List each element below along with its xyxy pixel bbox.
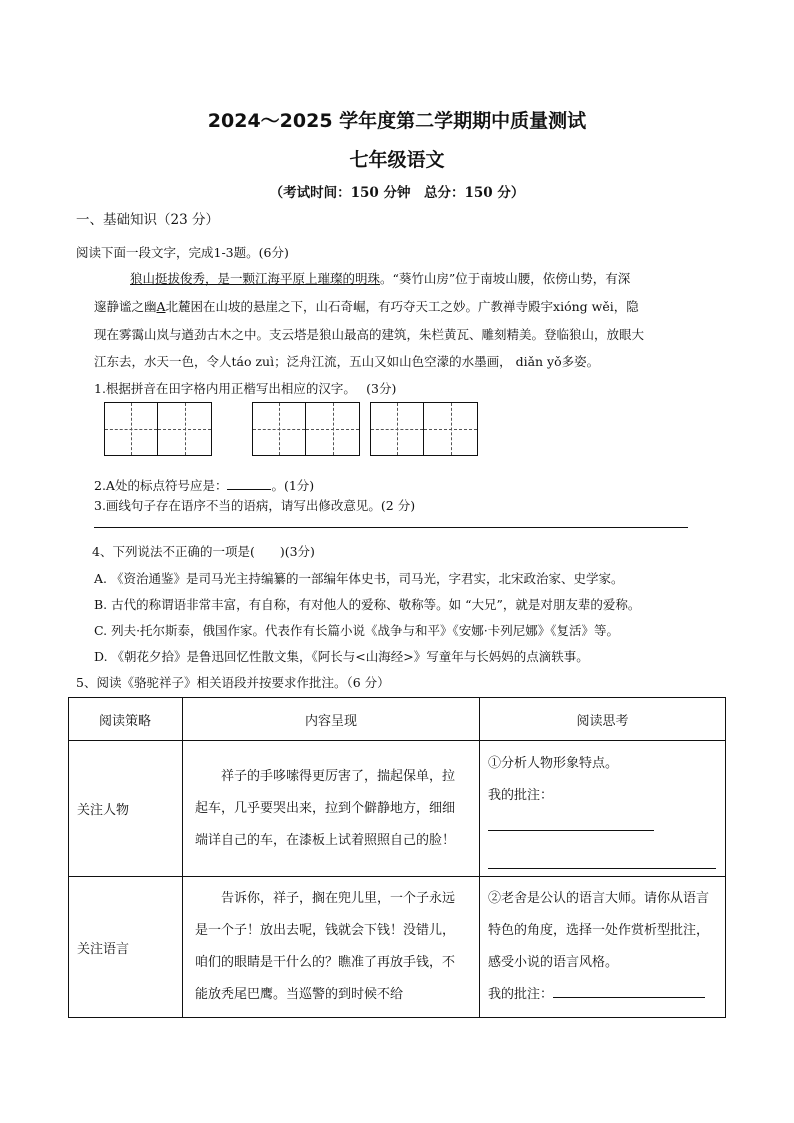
strategy-cell: 关注语言 xyxy=(69,877,183,1018)
header-strategy: 阅读策略 xyxy=(69,698,183,741)
underlined-sentence: 狼山挺拔俊秀，是一颗江海平原上璀璨的明珠 xyxy=(130,271,381,286)
exam-info: （考试时间：150 分钟 总分：150 分） xyxy=(269,185,525,201)
annotation-line xyxy=(488,780,717,844)
thinking-cell xyxy=(480,877,726,1018)
table-row xyxy=(69,877,726,1018)
question-4-option-a: A. 《资治通鉴》是司马光主持编纂的一部编年体史书，司马光，字君实，北宋政治家、史学家。 xyxy=(94,571,624,586)
strategy-cell: 关注人物 xyxy=(69,741,183,877)
punctuation-blank[interactable] xyxy=(227,477,271,490)
question-2-score: 。(1分) xyxy=(271,478,315,493)
exam-subject: 七年级语文 xyxy=(349,149,445,171)
thinking-prompt: ①分析人物形象特点。 xyxy=(488,756,619,771)
question-4-option-c: C. 列夫·托尔斯泰，俄国作家。代表作有长篇小说《战争与和平》《安娜·卡列尼娜》《复活》等。 xyxy=(94,623,620,638)
passage-line-1 xyxy=(130,269,630,287)
tianzige-cell[interactable] xyxy=(253,403,306,455)
header-content: 内容呈现 xyxy=(183,698,480,741)
tianzige-cell[interactable] xyxy=(371,403,424,455)
passage-line-1-rest: 。“葵竹山房”位于南坡山腰，依傍山势，有深 xyxy=(380,271,631,286)
reading-intro: 阅读下面一段文字，完成1-3题。(6分) xyxy=(76,245,289,260)
question-4-option-d: D. 《朝花夕拾》是鲁迅回忆性散文集，《阿长与<山海经>》写童年与长妈妈的点滴轶事。 xyxy=(94,649,589,664)
passage-line-2 xyxy=(94,297,639,315)
annotation-blank[interactable] xyxy=(488,816,654,831)
passage-line-3: 现在雾霭山岚与遒劲古木之中。支云塔是狼山最高的建筑，朱栏黄瓦、雕刻精美。登临狼山，放眼大 xyxy=(94,327,645,342)
thinking-cell xyxy=(480,741,726,877)
reading-annotation-table xyxy=(68,697,726,1018)
answer-line-q3[interactable] xyxy=(94,527,688,528)
tianzige-cell[interactable] xyxy=(306,403,359,455)
header-thinking: 阅读思考 xyxy=(480,698,726,741)
tianzige-cell[interactable] xyxy=(424,403,477,455)
passage-line-2-a: 邃静谧之幽 xyxy=(94,299,157,314)
content-cell: 祥子的手哆嗦得更厉害了，揣起保单，拉起车，几乎要哭出来，拉到个僻静地方，细细端详自己的车，在漆板上试着照照自己的脸！ xyxy=(183,741,480,877)
question-4-stem: 4、下列说法不正确的一项是( )(3分) xyxy=(92,544,315,559)
tianzige-group-2[interactable] xyxy=(252,402,360,456)
exam-title: 2024～2025 学年度第二学期期中质量测试 xyxy=(207,110,587,132)
annotation-label: 我的批注： xyxy=(488,788,554,803)
section-heading: 一、基础知识（23 分） xyxy=(76,212,219,228)
annotation-blank-2[interactable] xyxy=(488,844,716,869)
question-4-option-b: B. 古代的称谓语非常丰富，有自称，有对他人的爱称、敬称等。如 “大兄”，就是对朋友辈的爱称。 xyxy=(94,597,641,612)
question-5-stem: 5、阅读《骆驼祥子》相关语段并按要求作批注。（6 分） xyxy=(76,675,390,690)
table-header-row xyxy=(69,698,726,741)
passage-line-4: 江东去，水天一色，令人táo zuì；泛舟江流，五山又如山色空濛的水墨画， diǎn yǒ多姿。 xyxy=(94,354,600,369)
annotation-line xyxy=(488,979,717,1011)
blank-mark-a: A xyxy=(156,299,166,314)
question-1: 1.根据拼音在田字格内用正楷写出相应的汉字。 (3分) xyxy=(94,381,397,396)
tianzige-group-1[interactable] xyxy=(104,402,212,456)
tianzige-group-3[interactable] xyxy=(370,402,478,456)
content-cell: 告诉你，祥子，搁在兜儿里，一个子永远是一个子！放出去呢，钱就会下钱！没错儿，咱们的眼睛是干什么的？瞧准了再放手钱，不能放秃尾巴鹰。当巡警的到时候不给 xyxy=(183,877,480,1018)
question-3: 3.画线句子存在语序不当的语病，请写出修改意见。(2 分) xyxy=(94,498,416,513)
table-row xyxy=(69,741,726,877)
thinking-prompt: ②老舍是公认的语言大师。请你从语言特色的角度，选择一处作赏析型批注，感受小说的语言风格。 xyxy=(488,891,710,970)
question-2 xyxy=(94,476,314,494)
annotation-label: 我的批注： xyxy=(488,987,554,1002)
annotation-blank[interactable] xyxy=(553,983,705,998)
tianzige-cell[interactable] xyxy=(158,403,211,455)
tianzige-cell[interactable] xyxy=(105,403,158,455)
passage-line-2-b: 北麓困在山坡的悬崖之下，山石奇崛，有巧夺天工之妙。广教禅寺殿宇xióng wěi，隐 xyxy=(165,299,639,314)
question-2-text: 2.A处的标点符号应是： xyxy=(94,478,228,493)
